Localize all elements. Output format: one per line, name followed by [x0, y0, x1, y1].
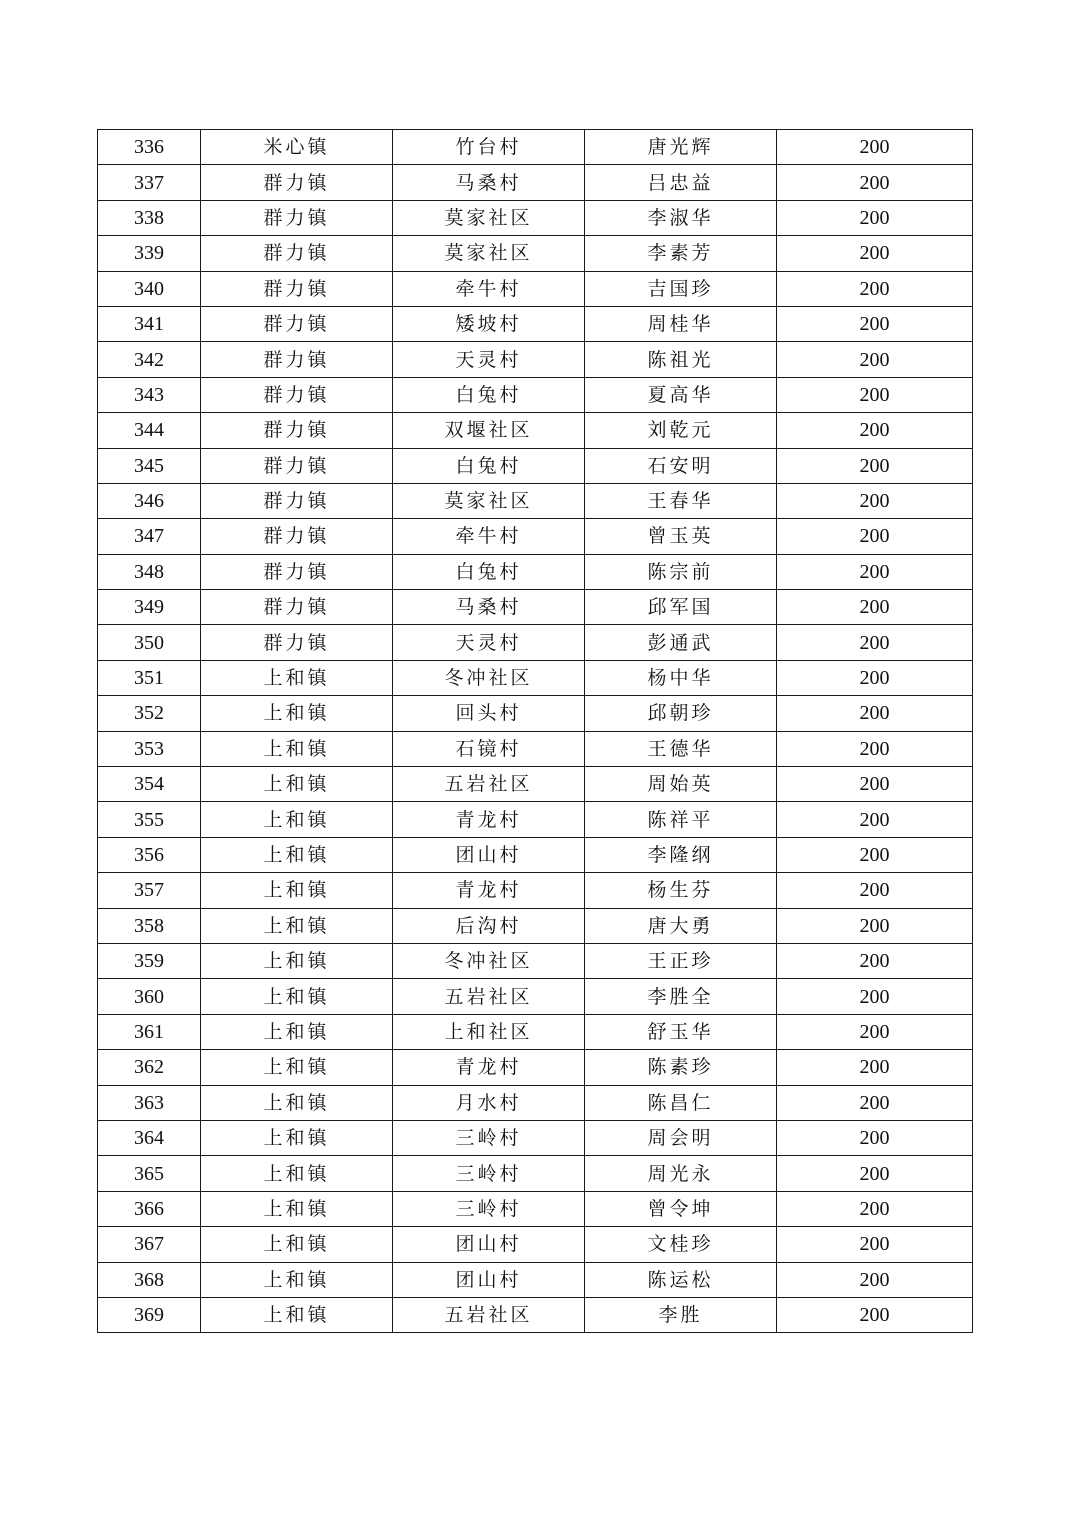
table-row	[98, 590, 973, 625]
row-number-cell: 354	[98, 767, 201, 802]
town-cell: 上和镇	[201, 1297, 393, 1332]
town-cell: 米心镇	[201, 130, 393, 165]
village-cell: 月水村	[393, 1085, 585, 1120]
amount-cell: 200	[777, 483, 973, 518]
village-cell: 马桑村	[393, 165, 585, 200]
table-row	[98, 660, 973, 695]
town-cell: 上和镇	[201, 1156, 393, 1191]
table-row	[98, 236, 973, 271]
person-name-cell: 彭通武	[585, 625, 777, 660]
amount-cell: 200	[777, 1085, 973, 1120]
table-row	[98, 1227, 973, 1262]
village-cell: 莫家社区	[393, 483, 585, 518]
town-cell: 群力镇	[201, 625, 393, 660]
person-name-cell: 舒玉华	[585, 1014, 777, 1049]
village-cell: 牵牛村	[393, 519, 585, 554]
row-number-cell: 342	[98, 342, 201, 377]
person-name-cell: 周光永	[585, 1156, 777, 1191]
person-name-cell: 李淑华	[585, 200, 777, 235]
table-row	[98, 1156, 973, 1191]
village-cell: 石镜村	[393, 731, 585, 766]
row-number-cell: 351	[98, 660, 201, 695]
amount-cell: 200	[777, 1014, 973, 1049]
person-name-cell: 石安明	[585, 448, 777, 483]
person-name-cell: 陈昌仁	[585, 1085, 777, 1120]
amount-cell: 200	[777, 377, 973, 412]
village-cell: 青龙村	[393, 873, 585, 908]
amount-cell: 200	[777, 306, 973, 341]
town-cell: 群力镇	[201, 236, 393, 271]
person-name-cell: 周会明	[585, 1120, 777, 1155]
person-name-cell: 李隆纲	[585, 837, 777, 872]
person-name-cell: 杨中华	[585, 660, 777, 695]
town-cell: 上和镇	[201, 1262, 393, 1297]
person-name-cell: 王春华	[585, 483, 777, 518]
town-cell: 群力镇	[201, 306, 393, 341]
person-name-cell: 杨生芬	[585, 873, 777, 908]
person-name-cell: 陈宗前	[585, 554, 777, 589]
row-number-cell: 341	[98, 306, 201, 341]
person-name-cell: 邱军国	[585, 590, 777, 625]
amount-cell: 200	[777, 236, 973, 271]
town-cell: 上和镇	[201, 1191, 393, 1226]
village-cell: 青龙村	[393, 1050, 585, 1085]
roster-table-body	[98, 130, 973, 1333]
row-number-cell: 359	[98, 943, 201, 978]
amount-cell: 200	[777, 1191, 973, 1226]
village-cell: 莫家社区	[393, 200, 585, 235]
village-cell: 三岭村	[393, 1156, 585, 1191]
row-number-cell: 336	[98, 130, 201, 165]
town-cell: 上和镇	[201, 1050, 393, 1085]
table-row	[98, 483, 973, 518]
amount-cell: 200	[777, 873, 973, 908]
table-row	[98, 448, 973, 483]
amount-cell: 200	[777, 448, 973, 483]
amount-cell: 200	[777, 590, 973, 625]
person-name-cell: 刘乾元	[585, 413, 777, 448]
town-cell: 上和镇	[201, 802, 393, 837]
person-name-cell: 陈素珍	[585, 1050, 777, 1085]
row-number-cell: 340	[98, 271, 201, 306]
person-name-cell: 吕忠益	[585, 165, 777, 200]
amount-cell: 200	[777, 1262, 973, 1297]
person-name-cell: 李素芳	[585, 236, 777, 271]
row-number-cell: 361	[98, 1014, 201, 1049]
person-name-cell: 文桂珍	[585, 1227, 777, 1262]
person-name-cell: 王德华	[585, 731, 777, 766]
town-cell: 上和镇	[201, 979, 393, 1014]
table-row	[98, 1014, 973, 1049]
row-number-cell: 350	[98, 625, 201, 660]
table-row	[98, 979, 973, 1014]
table-row	[98, 519, 973, 554]
village-cell: 上和社区	[393, 1014, 585, 1049]
row-number-cell: 367	[98, 1227, 201, 1262]
village-cell: 天灵村	[393, 625, 585, 660]
amount-cell: 200	[777, 979, 973, 1014]
person-name-cell: 李胜	[585, 1297, 777, 1332]
village-cell: 天灵村	[393, 342, 585, 377]
person-name-cell: 周始英	[585, 767, 777, 802]
table-row	[98, 1191, 973, 1226]
row-number-cell: 339	[98, 236, 201, 271]
person-name-cell: 陈祖光	[585, 342, 777, 377]
table-row	[98, 1085, 973, 1120]
amount-cell: 200	[777, 837, 973, 872]
village-cell: 三岭村	[393, 1191, 585, 1226]
amount-cell: 200	[777, 1297, 973, 1332]
town-cell: 群力镇	[201, 554, 393, 589]
row-number-cell: 364	[98, 1120, 201, 1155]
row-number-cell: 363	[98, 1085, 201, 1120]
amount-cell: 200	[777, 767, 973, 802]
person-name-cell: 曾令坤	[585, 1191, 777, 1226]
amount-cell: 200	[777, 200, 973, 235]
table-row	[98, 908, 973, 943]
town-cell: 群力镇	[201, 519, 393, 554]
town-cell: 上和镇	[201, 943, 393, 978]
amount-cell: 200	[777, 130, 973, 165]
row-number-cell: 348	[98, 554, 201, 589]
table-row	[98, 943, 973, 978]
table-row	[98, 1120, 973, 1155]
town-cell: 群力镇	[201, 413, 393, 448]
table-row	[98, 554, 973, 589]
person-name-cell: 邱朝珍	[585, 696, 777, 731]
amount-cell: 200	[777, 802, 973, 837]
table-row	[98, 130, 973, 165]
person-name-cell: 唐大勇	[585, 908, 777, 943]
amount-cell: 200	[777, 1227, 973, 1262]
table-row	[98, 342, 973, 377]
person-name-cell: 王正珍	[585, 943, 777, 978]
town-cell: 群力镇	[201, 377, 393, 412]
town-cell: 上和镇	[201, 873, 393, 908]
village-cell: 矮坡村	[393, 306, 585, 341]
village-cell: 双堰社区	[393, 413, 585, 448]
table-row	[98, 377, 973, 412]
person-name-cell: 李胜全	[585, 979, 777, 1014]
amount-cell: 200	[777, 165, 973, 200]
row-number-cell: 369	[98, 1297, 201, 1332]
village-cell: 白兔村	[393, 448, 585, 483]
village-cell: 牵牛村	[393, 271, 585, 306]
amount-cell: 200	[777, 943, 973, 978]
row-number-cell: 344	[98, 413, 201, 448]
person-name-cell: 曾玉英	[585, 519, 777, 554]
village-cell: 三岭村	[393, 1120, 585, 1155]
row-number-cell: 346	[98, 483, 201, 518]
person-name-cell: 吉国珍	[585, 271, 777, 306]
town-cell: 群力镇	[201, 200, 393, 235]
table-row	[98, 731, 973, 766]
amount-cell: 200	[777, 1120, 973, 1155]
town-cell: 群力镇	[201, 448, 393, 483]
row-number-cell: 355	[98, 802, 201, 837]
village-cell: 冬冲社区	[393, 660, 585, 695]
roster-table	[97, 129, 973, 1333]
row-number-cell: 362	[98, 1050, 201, 1085]
village-cell: 团山村	[393, 837, 585, 872]
village-cell: 冬冲社区	[393, 943, 585, 978]
town-cell: 上和镇	[201, 1014, 393, 1049]
row-number-cell: 347	[98, 519, 201, 554]
table-row	[98, 200, 973, 235]
row-number-cell: 360	[98, 979, 201, 1014]
village-cell: 五岩社区	[393, 767, 585, 802]
village-cell: 团山村	[393, 1227, 585, 1262]
town-cell: 上和镇	[201, 908, 393, 943]
row-number-cell: 349	[98, 590, 201, 625]
town-cell: 群力镇	[201, 483, 393, 518]
amount-cell: 200	[777, 271, 973, 306]
row-number-cell: 353	[98, 731, 201, 766]
town-cell: 上和镇	[201, 696, 393, 731]
table-row	[98, 696, 973, 731]
village-cell: 青龙村	[393, 802, 585, 837]
town-cell: 群力镇	[201, 342, 393, 377]
town-cell: 上和镇	[201, 660, 393, 695]
village-cell: 白兔村	[393, 554, 585, 589]
village-cell: 马桑村	[393, 590, 585, 625]
amount-cell: 200	[777, 519, 973, 554]
row-number-cell: 352	[98, 696, 201, 731]
village-cell: 莫家社区	[393, 236, 585, 271]
town-cell: 上和镇	[201, 1085, 393, 1120]
row-number-cell: 366	[98, 1191, 201, 1226]
amount-cell: 200	[777, 696, 973, 731]
town-cell: 上和镇	[201, 767, 393, 802]
amount-cell: 200	[777, 908, 973, 943]
town-cell: 上和镇	[201, 1227, 393, 1262]
table-row	[98, 1262, 973, 1297]
table-row	[98, 165, 973, 200]
amount-cell: 200	[777, 554, 973, 589]
table-row	[98, 802, 973, 837]
town-cell: 群力镇	[201, 165, 393, 200]
table-row	[98, 306, 973, 341]
row-number-cell: 358	[98, 908, 201, 943]
amount-cell: 200	[777, 342, 973, 377]
table-row	[98, 767, 973, 802]
person-name-cell: 陈运松	[585, 1262, 777, 1297]
row-number-cell: 365	[98, 1156, 201, 1191]
amount-cell: 200	[777, 625, 973, 660]
row-number-cell: 356	[98, 837, 201, 872]
amount-cell: 200	[777, 413, 973, 448]
table-row	[98, 271, 973, 306]
amount-cell: 200	[777, 1156, 973, 1191]
table-row	[98, 873, 973, 908]
town-cell: 上和镇	[201, 1120, 393, 1155]
village-cell: 竹台村	[393, 130, 585, 165]
person-name-cell: 夏高华	[585, 377, 777, 412]
table-row	[98, 413, 973, 448]
row-number-cell: 345	[98, 448, 201, 483]
table-row	[98, 837, 973, 872]
row-number-cell: 368	[98, 1262, 201, 1297]
row-number-cell: 343	[98, 377, 201, 412]
amount-cell: 200	[777, 731, 973, 766]
row-number-cell: 337	[98, 165, 201, 200]
person-name-cell: 周桂华	[585, 306, 777, 341]
town-cell: 上和镇	[201, 837, 393, 872]
town-cell: 群力镇	[201, 590, 393, 625]
town-cell: 群力镇	[201, 271, 393, 306]
row-number-cell: 357	[98, 873, 201, 908]
village-cell: 五岩社区	[393, 1297, 585, 1332]
village-cell: 白兔村	[393, 377, 585, 412]
amount-cell: 200	[777, 1050, 973, 1085]
village-cell: 回头村	[393, 696, 585, 731]
row-number-cell: 338	[98, 200, 201, 235]
person-name-cell: 唐光辉	[585, 130, 777, 165]
table-row	[98, 625, 973, 660]
table-row	[98, 1297, 973, 1332]
village-cell: 五岩社区	[393, 979, 585, 1014]
table-row	[98, 1050, 973, 1085]
town-cell: 上和镇	[201, 731, 393, 766]
amount-cell: 200	[777, 660, 973, 695]
village-cell: 后沟村	[393, 908, 585, 943]
person-name-cell: 陈祥平	[585, 802, 777, 837]
village-cell: 团山村	[393, 1262, 585, 1297]
